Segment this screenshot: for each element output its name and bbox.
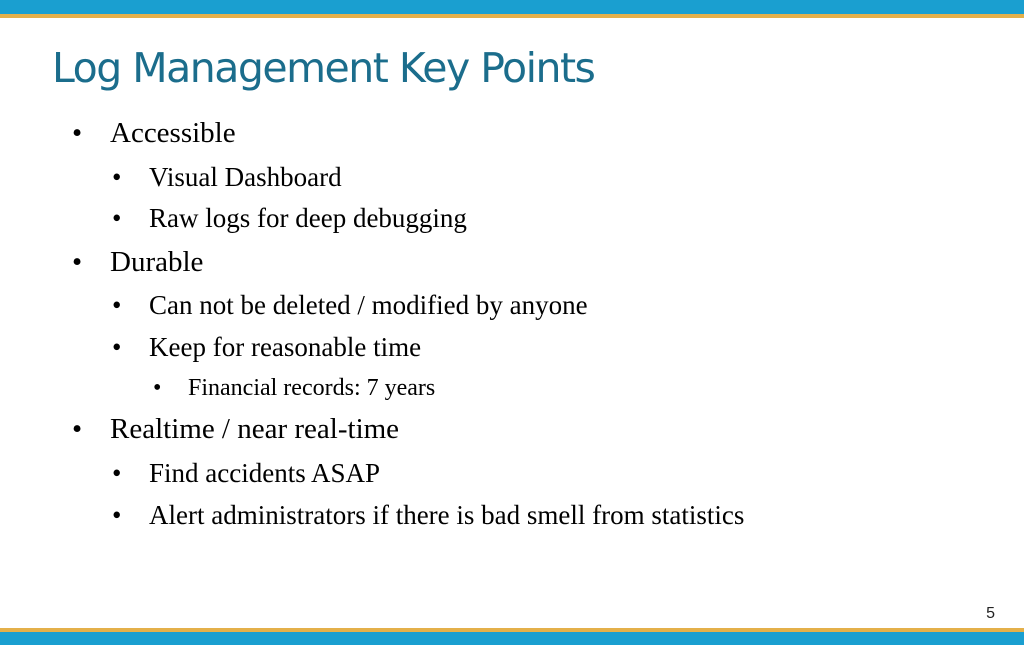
bullet-icon: • (112, 332, 122, 362)
bullet-item (112, 289, 588, 321)
slide-title: Log Management Key Points (52, 44, 595, 92)
bullet-item (72, 245, 204, 279)
bullet-item (153, 374, 436, 402)
bullet-icon: • (72, 246, 83, 278)
bullet-item (112, 457, 381, 489)
bottom-decorative-band (0, 632, 1024, 645)
bullet-text: Find accidents ASAP (149, 458, 381, 488)
bullet-icon: • (112, 458, 122, 488)
bullet-icon: • (112, 290, 122, 320)
bullet-item (112, 331, 422, 363)
bullet-text: Realtime / near real-time (110, 413, 400, 445)
bullet-item (72, 412, 400, 446)
bullet-text: Keep for reasonable time (149, 332, 422, 362)
bullet-icon: • (112, 500, 122, 530)
bullet-item (72, 116, 236, 150)
bullet-icon: • (72, 117, 83, 149)
bullet-item (112, 499, 745, 531)
bullet-item (112, 202, 467, 234)
page-number: 5 (986, 605, 995, 622)
bullet-icon: • (112, 203, 122, 233)
bullet-text: Visual Dashboard (149, 162, 342, 192)
bullet-icon: • (153, 375, 162, 401)
bullet-text: Alert administrators if there is bad smell from statistics (149, 500, 745, 530)
bullet-text: Durable (110, 246, 204, 278)
bullet-icon: • (112, 162, 122, 192)
bullet-text: Financial records: 7 years (188, 375, 436, 401)
bullet-text: Raw logs for deep debugging (149, 203, 467, 233)
bullet-icon: • (72, 413, 83, 445)
bullet-item (112, 161, 342, 193)
bullet-text: Can not be deleted / modified by anyone (149, 290, 588, 320)
bullet-text: Accessible (110, 117, 236, 149)
